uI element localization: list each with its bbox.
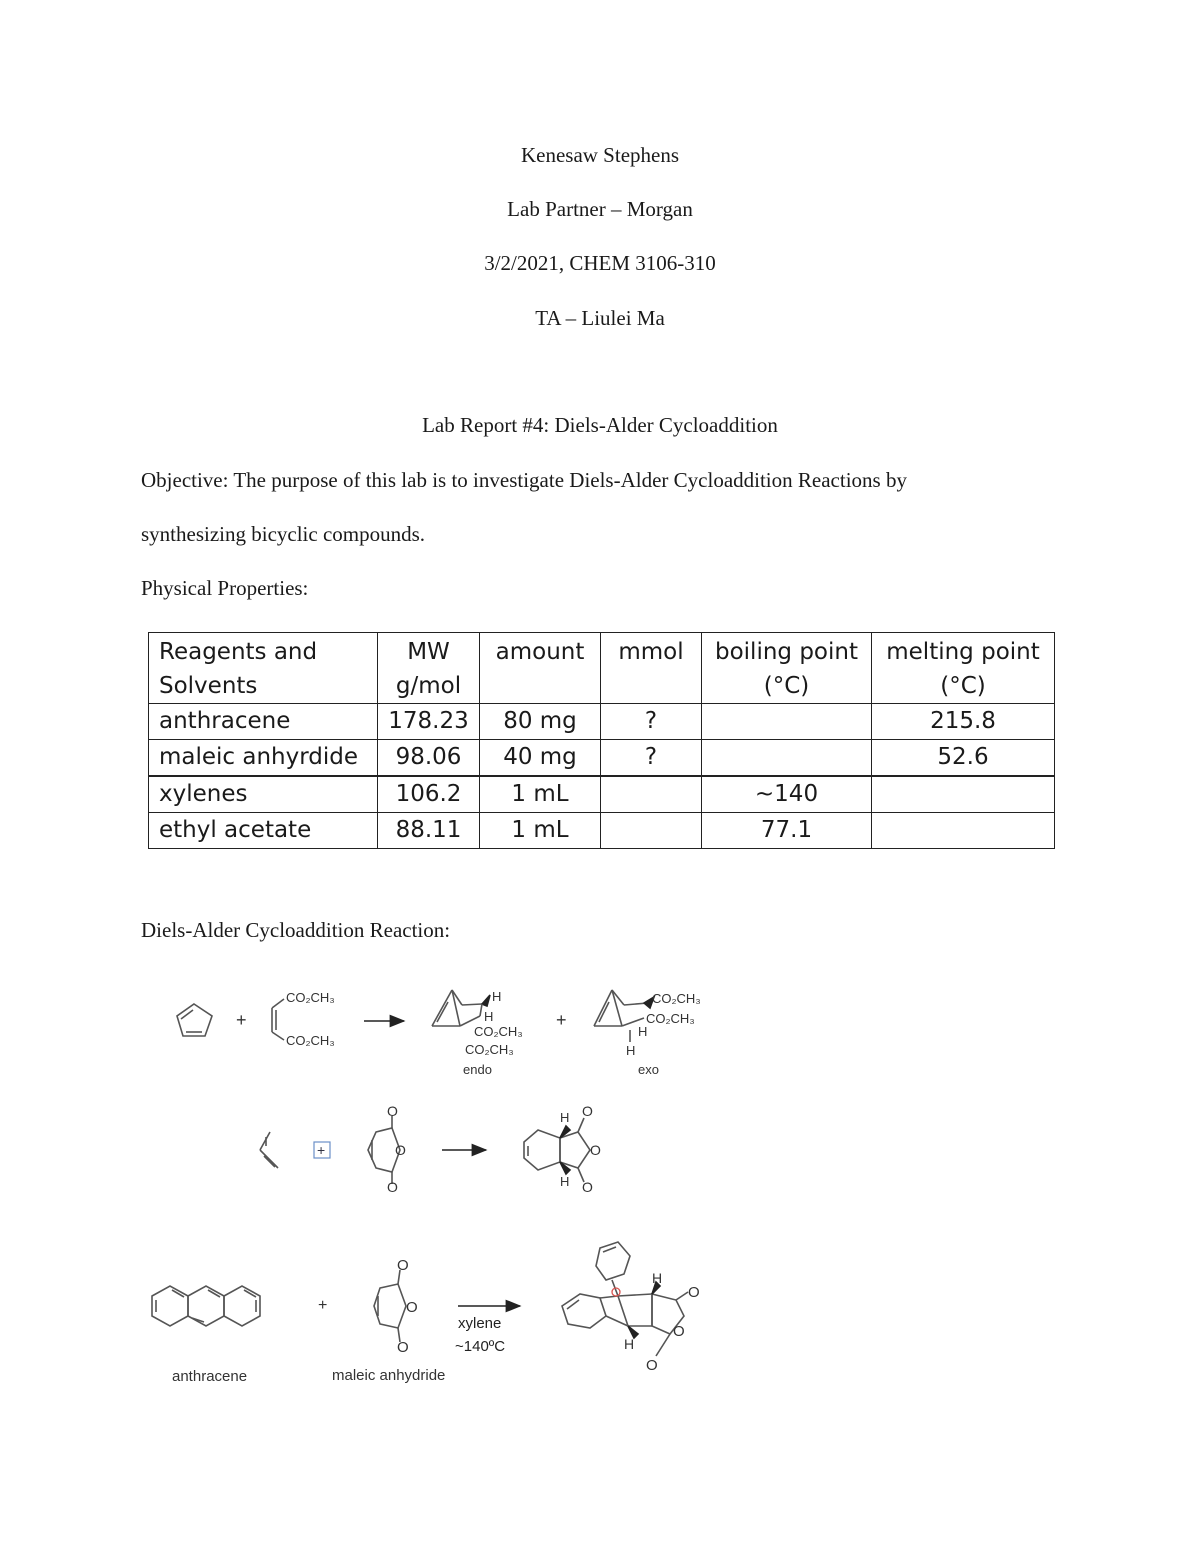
r3-solvent: xylene [458,1315,502,1332]
header-bp-line2: (°C) [763,673,810,699]
cell-mmol [601,813,702,849]
r2-prod-o-ring: O [590,1142,601,1158]
cell-amount: 40 mg [480,740,601,776]
endo-h-mid: H [484,1009,494,1024]
reaction-label: Diels-Alder Cycloaddition Reaction: [141,918,451,942]
dimethyl-maleate-structure [272,999,284,1040]
r3-plus: + [318,1297,328,1314]
cell-mp: 215.8 [872,704,1055,740]
cell-name: maleic anhyrdide [149,740,378,776]
date-course: 3/2/2021, CHEM 3106-310 [484,251,716,275]
cell-mp: 52.6 [872,740,1055,776]
r3-prod-o-bottom: O [646,1357,658,1374]
table-header-row [149,633,1055,704]
header-bp-line1: boiling point [715,639,858,665]
butadiene-structure [260,1132,278,1168]
table-row [149,813,1055,849]
r3-h-top: H [652,1270,663,1286]
table-row [149,777,1055,813]
cell-mw: 98.06 [378,740,480,776]
cell-mp [872,813,1055,849]
anthracene-structure [152,1286,260,1326]
header-reagents-line2: Solvents [159,673,258,699]
r3-o-ring: O [406,1299,418,1316]
maleate-ester-bottom: CO₂CH₃ [286,1033,335,1048]
header-mp-line2: (°C) [940,673,986,699]
table-row [149,704,1055,740]
header-mw-line2: g/mol [395,673,462,699]
r2-o-ring: O [395,1142,406,1158]
exo-label: exo [638,1062,659,1077]
header-mmol: mmol [601,633,702,704]
objective-line-2: synthesizing bicyclic compounds. [141,522,426,546]
r1-plus-1: + [236,1010,247,1030]
r2-o-top: O [387,1103,398,1119]
r2-h-top: H [560,1110,570,1125]
cell-bp [702,704,872,740]
physical-properties-label: Physical Properties: [141,576,309,600]
header-mp-line1: melting point [886,639,1040,665]
reaction-1 [177,989,701,1077]
header-amount: amount [480,633,601,704]
endo-label: endo [463,1062,492,1077]
r2-prod-o-top: O [582,1103,593,1119]
exo-h-bottom: H [626,1043,636,1058]
reaction-3 [152,1242,700,1385]
r2-prod-o-bottom: O [582,1179,593,1195]
cell-name: xylenes [149,777,378,813]
header-melting-point [872,633,1055,704]
cell-mw: 178.23 [378,704,480,740]
teaching-assistant: TA – Liulei Ma [535,306,665,330]
cyclohexene-anhydride-product [524,1118,590,1182]
header-boiling-point [702,633,872,704]
r3-h-bottom: H [624,1336,635,1352]
cell-amount: 80 mg [480,704,601,740]
cell-mw: 88.11 [378,813,480,849]
header-reagents [149,633,378,704]
maleic-anhydride-label: maleic anhydride [332,1367,446,1384]
cell-mp [872,777,1055,813]
cell-mmol: ? [601,704,702,740]
r2-plus: + [317,1142,326,1158]
r3-prod-o-top: O [688,1284,700,1301]
header-mw [378,633,480,704]
report-title: Lab Report #4: Diels-Alder Cycloaddition [422,413,778,437]
cyclopentadiene-structure [177,1004,212,1036]
exo-ester-1: CO₂CH₃ [652,991,701,1006]
header-reagents-line1: Reagents and [159,639,318,665]
author-name: Kenesaw Stephens [520,143,680,167]
cell-bp: 77.1 [702,813,872,849]
anthracene-label: anthracene [172,1368,248,1385]
cell-mmol [601,777,702,813]
endo-product-structure [432,990,490,1026]
cell-name: anthracene [149,704,378,740]
physical-properties-table [148,632,1055,849]
cell-bp [702,740,872,776]
r3-o-top: O [397,1257,409,1274]
reaction-scheme [0,960,1200,1420]
objective-line-1: Objective: The purpose of this lab is to investigate Diels-Alder Cycloaddition Reactions by [141,468,907,492]
cell-bp: ~140 [702,777,872,813]
exo-h-mid: H [638,1024,648,1039]
lab-partner: Lab Partner – Morgan [507,197,693,221]
r2-h-bottom: H [560,1174,570,1189]
endo-ester-1: CO₂CH₃ [474,1024,523,1039]
r3-prod-o-ring: O [673,1323,685,1340]
cell-mw: 106.2 [378,777,480,813]
cell-name: ethyl acetate [149,813,378,849]
r3-o-bottom: O [397,1339,409,1356]
endo-h-top: H [492,989,502,1004]
reaction-2 [260,1103,601,1195]
table-row [149,740,1055,776]
maleic-anhydride-structure-2 [374,1270,406,1342]
cell-amount: 1 mL [480,777,601,813]
r3-temperature: ~140ºC [455,1338,506,1355]
exo-ester-2: CO₂CH₃ [646,1011,695,1026]
endo-ester-2: CO₂CH₃ [465,1042,514,1057]
maleate-ester-top: CO₂CH₃ [286,990,335,1005]
cell-mmol: ? [601,740,702,776]
r1-plus-2: + [556,1010,567,1030]
r2-o-bottom: O [387,1179,398,1195]
header-mw-line1: MW [407,639,450,665]
cell-amount: 1 mL [480,813,601,849]
